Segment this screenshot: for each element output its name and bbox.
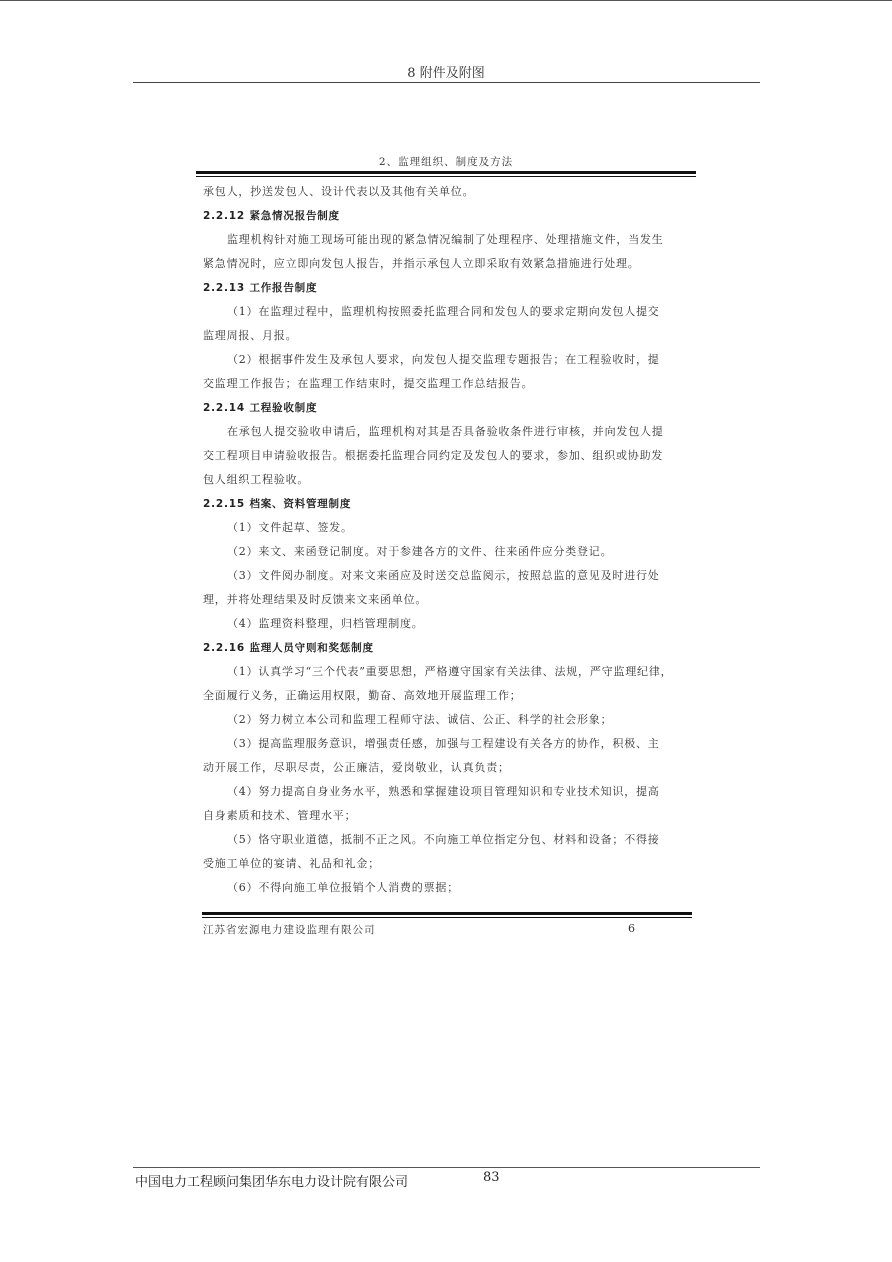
text-line: （1）文件起草、签发。 bbox=[227, 521, 353, 534]
text-line: （2）来文、来函登记制度。对于参建各方的文件、往来函件应分类登记。 bbox=[227, 545, 613, 558]
text-line: 监理机构针对施工现场可能出现的紧急情况编制了处理程序、处理措施文件，当发生 bbox=[227, 233, 664, 246]
text-line: （3）提高监理服务意识，增强责任感，加强与工程建设有关各方的协作，积极、主 bbox=[227, 737, 660, 750]
outer-footer-company: 中国电力工程顾问集团华东电力设计院有限公司 bbox=[135, 1175, 409, 1190]
text-line: （5）恪守职业道德，抵制不正之风。不向施工单位指定分包、材料和设备；不得接 bbox=[227, 833, 660, 846]
inner-footer-divider-thick bbox=[202, 912, 692, 915]
text-line: （1）认真学习“三个代表”重要思想，严格遵守国家有关法律、法规，严守监理纪律， bbox=[227, 665, 673, 678]
page-top-edge bbox=[0, 0, 892, 1]
text-line: （4）监理资料整理，归档管理制度。 bbox=[227, 617, 424, 630]
text-line: 包人组织工程验收。 bbox=[203, 473, 310, 486]
text-line: 监理周报、月报。 bbox=[203, 329, 298, 342]
section-heading: 2.2.12 紧急情况报告制度 bbox=[203, 210, 340, 222]
text-line: （4）努力提高自身业务水平，熟悉和掌握建设项目管理知识和专业技术知识，提高 bbox=[227, 785, 660, 798]
text-line: 自身素质和技术、管理水平； bbox=[203, 809, 357, 822]
section-heading: 2.2.14 工程验收制度 bbox=[203, 402, 318, 414]
text-line: （2）努力树立本公司和监理工程师守法、诚信、公正、科学的社会形象； bbox=[227, 713, 613, 726]
document-body bbox=[203, 180, 690, 900]
text-line: 动开展工作，尽职尽责，公正廉洁，爱岗敬业，认真负责； bbox=[203, 761, 510, 774]
outer-page-number: 83 bbox=[483, 1170, 500, 1185]
text-line: 全面履行义务，正确运用权限，勤奋、高效地开展监理工作； bbox=[203, 689, 522, 702]
outer-footer-divider bbox=[133, 1167, 760, 1168]
section-heading: 2.2.13 工作报告制度 bbox=[203, 282, 318, 294]
text-line: （1）在监理过程中，监理机构按照委托监理合同和发包人的要求定期向发包人提交 bbox=[227, 305, 660, 318]
text-line: （3）文件阅办制度。对来文来函应及时送交总监阅示，按照总监的意见及时进行处 bbox=[227, 569, 660, 582]
inner-header-divider-thin bbox=[196, 176, 696, 177]
text-line: （6）不得向施工单位报销个人消费的票据； bbox=[227, 881, 459, 894]
inner-header-divider-thick bbox=[196, 171, 696, 174]
text-line: 在承包人提交验收申请后，监理机构对其是否具备验收条件进行审核，并向发包人提 bbox=[227, 425, 664, 438]
outer-header-divider bbox=[133, 82, 760, 83]
text-line: 理，并将处理结果及时反馈来文来函单位。 bbox=[203, 593, 428, 606]
inner-footer-company: 江苏省宏源电力建设监理有限公司 bbox=[203, 924, 376, 936]
text-line: （2）根据事件发生及承包人要求，向发包人提交监理专题报告；在工程验收时，提 bbox=[227, 353, 660, 366]
text-line: 交监理工作报告；在监理工作结束时，提交监理工作总结报告。 bbox=[203, 377, 534, 390]
section-heading: 2.2.15 档案、资料管理制度 bbox=[203, 498, 352, 510]
text-line: 交工程项目申请验收报告。根据委托监理合同约定及发包人的要求，参加、组织或协助发 bbox=[203, 449, 664, 462]
text-line: 紧急情况时，应立即向发包人报告，并指示承包人立即采取有效紧急措施进行处理。 bbox=[203, 257, 640, 270]
text-line: 受施工单位的宴请、礼品和礼金； bbox=[203, 857, 380, 870]
inner-footer-divider-thin bbox=[202, 917, 692, 918]
inner-page-header: 2、监理组织、制度及方法 bbox=[378, 156, 514, 168]
text-line: 承包人，抄送发包人、设计代表以及其他有关单位。 bbox=[203, 185, 475, 198]
outer-page-header: 8 附件及附图 bbox=[407, 66, 485, 81]
section-heading: 2.2.16 监理人员守则和奖惩制度 bbox=[203, 642, 374, 654]
inner-page-number: 6 bbox=[628, 922, 635, 935]
